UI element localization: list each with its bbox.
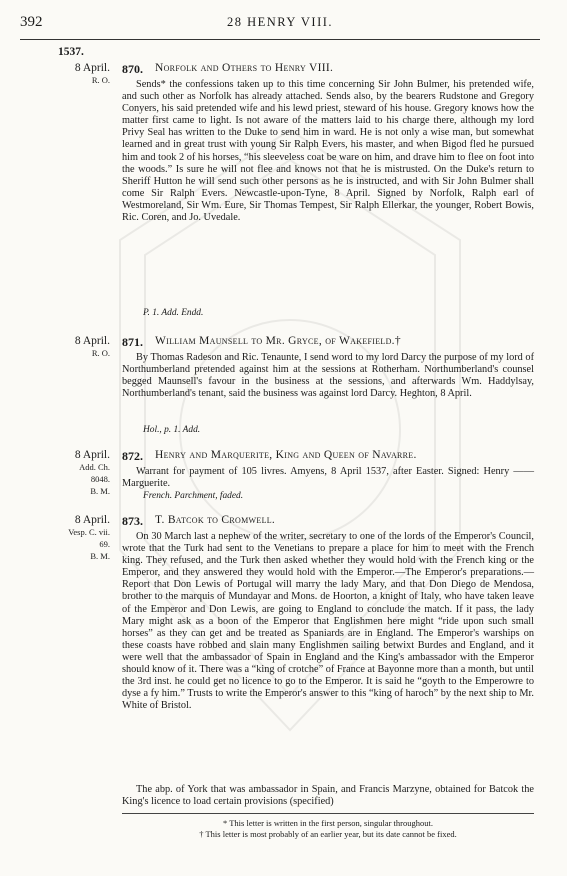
- entry-body: On 30 March last a nephew of the writer, secretary to one of the lords of the Emperor's Council, wrote that the Turk had sent to the Venetians to prepare a place for him to meet with the French king. They refused, and the Turk then asked whether they would hold with the French king or the Emperor, and they answered they would hold with the Emperor.—The Emperor's preparations.—Report that Don Lewis of Portugal will marry the lady Mary, and that Don Diego de Mendosa, brother to the marquis of Mundayar and Mons. de Hoorton, a knight of Italy, who have taken leave of the Emperor and Don Lewis, are going to England to conclude the match. If it pass, the lady Mary might ask as a boon of the Emperor that Englishmen here might “ride upon such small horses” as they can get and be treated as Spaniards are in England. The Emperor's warships on these coasts have robbed and slain many Englishmen sailing betwixt Burdes and England, and it were well that the ambassador of Spain in England and the King's ambassador with the Emperor should know of it. There was a “king of crotche” of France at Bayonne more than a month, but until the 3rd inst. he could get no licence to go to the Emperor. It is said he “goyth to the Emperowre to dyse a fy him.” Trusts to write the Emperor's answer to this “king of haroch” by the next ship to Mr. White of Bristol.: [122, 531, 534, 712]
- year-heading: 1537.: [58, 46, 84, 58]
- entry-source: R. O.: [91, 348, 110, 358]
- entry-source: B. M.: [90, 486, 110, 496]
- running-title: 28 HENRY VIII.: [226, 15, 334, 29]
- entry-title: William Maunsell to Mr. Gryce, of Wakefield.†: [155, 335, 401, 347]
- entry-number: 872.: [122, 449, 143, 463]
- entry-date: 8 April.: [74, 62, 110, 74]
- entry-margin: [0, 514, 110, 562]
- entry-date: 8 April.: [74, 449, 110, 461]
- entry-number: 871.: [122, 335, 143, 349]
- entry-source: 8048.: [90, 474, 110, 484]
- entry-source: R. O.: [91, 75, 110, 85]
- footnote-1: * This letter is written in the first person, singular throughout.: [223, 818, 433, 828]
- entry-date: 8 April.: [74, 514, 110, 526]
- entry-title: T. Batcok to Cromwell.: [155, 514, 276, 526]
- entry-title: Norfolk and Others to Henry VIII.: [155, 62, 334, 74]
- entry-body: Sends* the confessions taken up to this time concerning Sir John Bulmer, his pretended wife, and such other as Norfolk has already attached. Sends also, by the bearers Rudstone and Gregory Conyers, his said pretended wife and his lewd priest, steward of his house. Gregory knows how the matter first came to light. Is not aware of the matters laid to his charge there, although my lord Privy Seal has written to the Duke to send him in ward. He is not only a wise man, but somewhat learned and in great trust with young Sir Ralph Evers, his master, and when Bigod fled he pursued him and took 2 of his horses, “his sleeveless coat be ware on him, and drave him to flee on foot into the woods.” Is sure he will not flee and knows not that he is mistrusted. On the Duke's return to Sheriff Hutton he will send such other persons as he is instructed, and with Sir John Bulmer shall come Sir Ralph Evers. Newcastle-upon-Tyne, 8 April. Signed by Norfolk, Ralph earl of Westmoreland, Sir Wm. Eure, Sir Thomas Tempest, Sir Ralph Ellerkar, the younger, Robert Bowis, Ric. Coren, and Jo. Uvedale.: [122, 79, 534, 224]
- entry-source: 69.: [99, 539, 110, 549]
- entry-source: B. M.: [90, 551, 110, 561]
- entry-note: Hol., p. 1. Add.: [143, 425, 201, 435]
- entry-body-continued: The abp. of York that was ambassador in Spain, and Francis Marzyne, obtained for Batcok the King's licence to load certain provisions (specified): [122, 784, 534, 808]
- entry-margin: [0, 449, 110, 497]
- entry-number: 870.: [122, 62, 143, 76]
- entry-source: Vesp. C. vii.: [68, 527, 110, 537]
- footnote-2: † This letter is most probably of an earlier year, but its date cannot be fixed.: [199, 829, 457, 839]
- page-number: 392: [20, 14, 43, 30]
- entry-margin: [0, 335, 110, 359]
- entry-note: P. 1. Add. Endd.: [143, 308, 204, 318]
- footnote-rule: [122, 813, 534, 814]
- page-header: [20, 12, 540, 42]
- entry-source: Add. Ch.: [79, 462, 110, 472]
- entry-number: 873.: [122, 514, 143, 528]
- entry-date: 8 April.: [74, 335, 110, 347]
- header-rule: [20, 39, 540, 40]
- entry-body: Warrant for payment of 105 livres. Amyens, 8 April 1537, after Easter. Signed: Henry —— Marguerite.: [122, 466, 534, 490]
- entry-body: By Thomas Radeson and Ric. Tenaunte, I send word to my lord Darcy the purpose of my lord of Northumberland pretended against him at the sessions at Rotherham. Northumberland's counsel begged Maunsell's favour in the business at the sessions, and afterwards Wm. Haddylsay, Northumberland's tenant, said the business was against lord Darcy. Heghton, 8 April.: [122, 352, 534, 400]
- entry-title: Henry and Marquerite, King and Queen of Navarre.: [155, 449, 417, 461]
- entry-note: French. Parchment, faded.: [143, 491, 244, 501]
- entry-margin: [0, 62, 110, 86]
